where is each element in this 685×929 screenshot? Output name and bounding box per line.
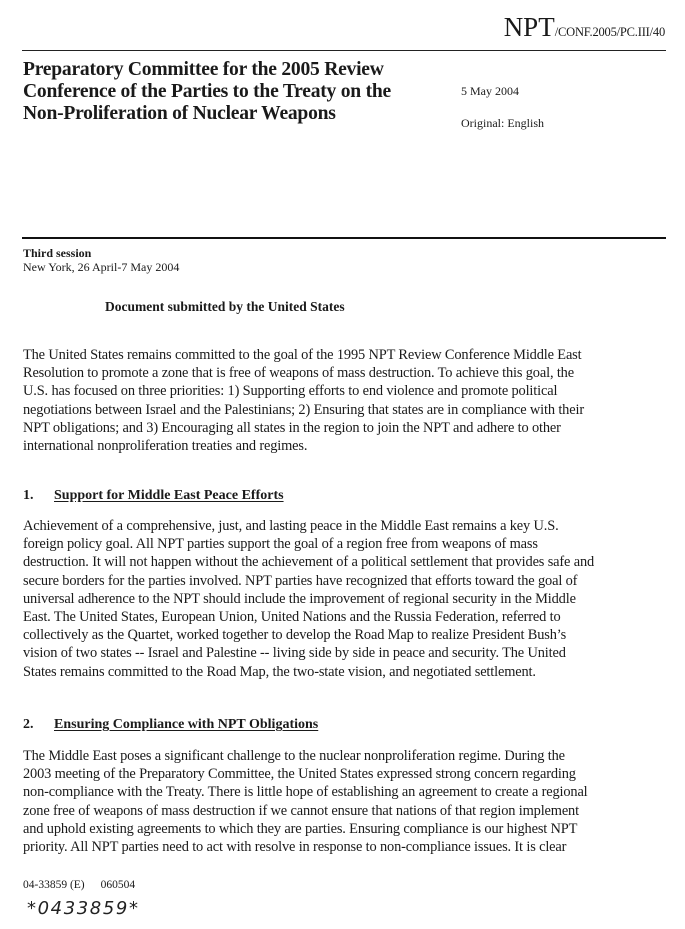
paragraph-line: destruction. It will not happen without the achievement of a political settlement that provides safe and	[23, 554, 595, 571]
document-title: Document submitted by the United States	[105, 299, 345, 314]
original-language: Original: English	[461, 116, 544, 130]
paragraph-line: collectively as the Quartet, worked together to develop the Road Map to realize President Bush’s	[23, 627, 567, 644]
paragraph-line: universal adherence to the NPT should include the improvement of regional security in the Middle	[23, 590, 576, 607]
session-info	[23, 246, 179, 274]
section-1-paragraph	[23, 517, 673, 681]
committee-title-line: Non-Proliferation of Nuclear Weapons	[23, 103, 336, 124]
job-number-date: 060504	[100, 879, 136, 891]
session-name: Third session	[23, 246, 92, 260]
committee-title	[23, 59, 453, 125]
paragraph-line: The United States remains committed to the goal of the 1995 NPT Review Conference Middle East	[23, 347, 582, 363]
paragraph-line: The Middle East poses a significant challenge to the nuclear nonproliferation regime. During the	[23, 748, 565, 764]
committee-title-line: Preparatory Committee for the 2005 Review	[23, 59, 384, 80]
paragraph-line: vision of two states -- Israel and Palestine -- living side by side in peace and security. The United	[23, 645, 566, 662]
document-symbol-code: /CONF.2005/PC.III/40	[554, 25, 665, 39]
paragraph-line: States remains committed to the Road Map, the two-state vision, and negotiated settlement.	[23, 663, 536, 680]
session-rule	[22, 237, 666, 239]
paragraph-line: zone free of weapons of mass destruction if we cannot ensure that nations of that region implement	[23, 802, 579, 819]
section-number: 2.	[23, 717, 34, 732]
paragraph-line: and uphold existing agreements to which they are parties. Ensuring compliance is our highest NPT	[23, 820, 578, 837]
paragraph-line: secure borders for the parties involved. NPT parties have recognized that efforts toward the goal of	[23, 572, 578, 589]
paragraph-line: international nonproliferation treaties and regimes.	[23, 438, 308, 455]
job-number-code: 04-33859 (E)	[23, 879, 85, 891]
section-heading-2	[23, 717, 318, 733]
paragraph-line: U.S. has focused on three priorities: 1) Supporting efforts to end violence and promote political	[23, 383, 558, 400]
paragraph-line: non-compliance with the Treaty. There is little hope of establishing an agreement to create a regional	[23, 784, 588, 801]
barcode-text: *0433859*	[27, 898, 140, 919]
section-heading-1	[23, 488, 284, 504]
paragraph-line: foreign policy goal. All NPT parties support the goal of a region free from weapons of mass	[23, 536, 538, 553]
document-date: 5 May 2004	[461, 84, 519, 98]
section-title: Support for Middle East Peace Efforts	[54, 488, 284, 503]
document-symbol	[504, 14, 665, 41]
section-number: 1.	[23, 488, 34, 503]
header-rule	[22, 50, 666, 51]
paragraph-line: East. The United States, European Union, United Nations and the Russia Federation, referred to	[23, 609, 561, 626]
session-location-dates: New York, 26 April-7 May 2004	[23, 260, 180, 274]
section-2-paragraph	[23, 747, 673, 856]
committee-title-line: Conference of the Parties to the Treaty on the	[23, 81, 391, 102]
paragraph-line: priority. All NPT parties need to act with resolve in response to non-compliance issues. It is clear	[23, 839, 567, 856]
job-number	[23, 879, 135, 891]
document-symbol-main: NPT	[503, 12, 555, 42]
section-title: Ensuring Compliance with NPT Obligations	[54, 717, 319, 732]
paragraph-line: 2003 meeting of the Preparatory Committee, the United States expressed strong concern regarding	[23, 766, 576, 783]
paragraph-line: Resolution to promote a zone that is free of weapons of mass destruction. To achieve this goal, the	[23, 365, 574, 382]
paragraph-line: Achievement of a comprehensive, just, and lasting peace in the Middle East remains a key U.S.	[23, 518, 559, 534]
paragraph-line: negotiations between Israel and the Palestinians; 2) Ensuring that states are in compliance with their	[23, 401, 584, 418]
paragraph-line: NPT obligations; and 3) Encouraging all states in the region to join the NPT and adhere to other	[23, 419, 561, 436]
intro-paragraph	[23, 346, 673, 455]
